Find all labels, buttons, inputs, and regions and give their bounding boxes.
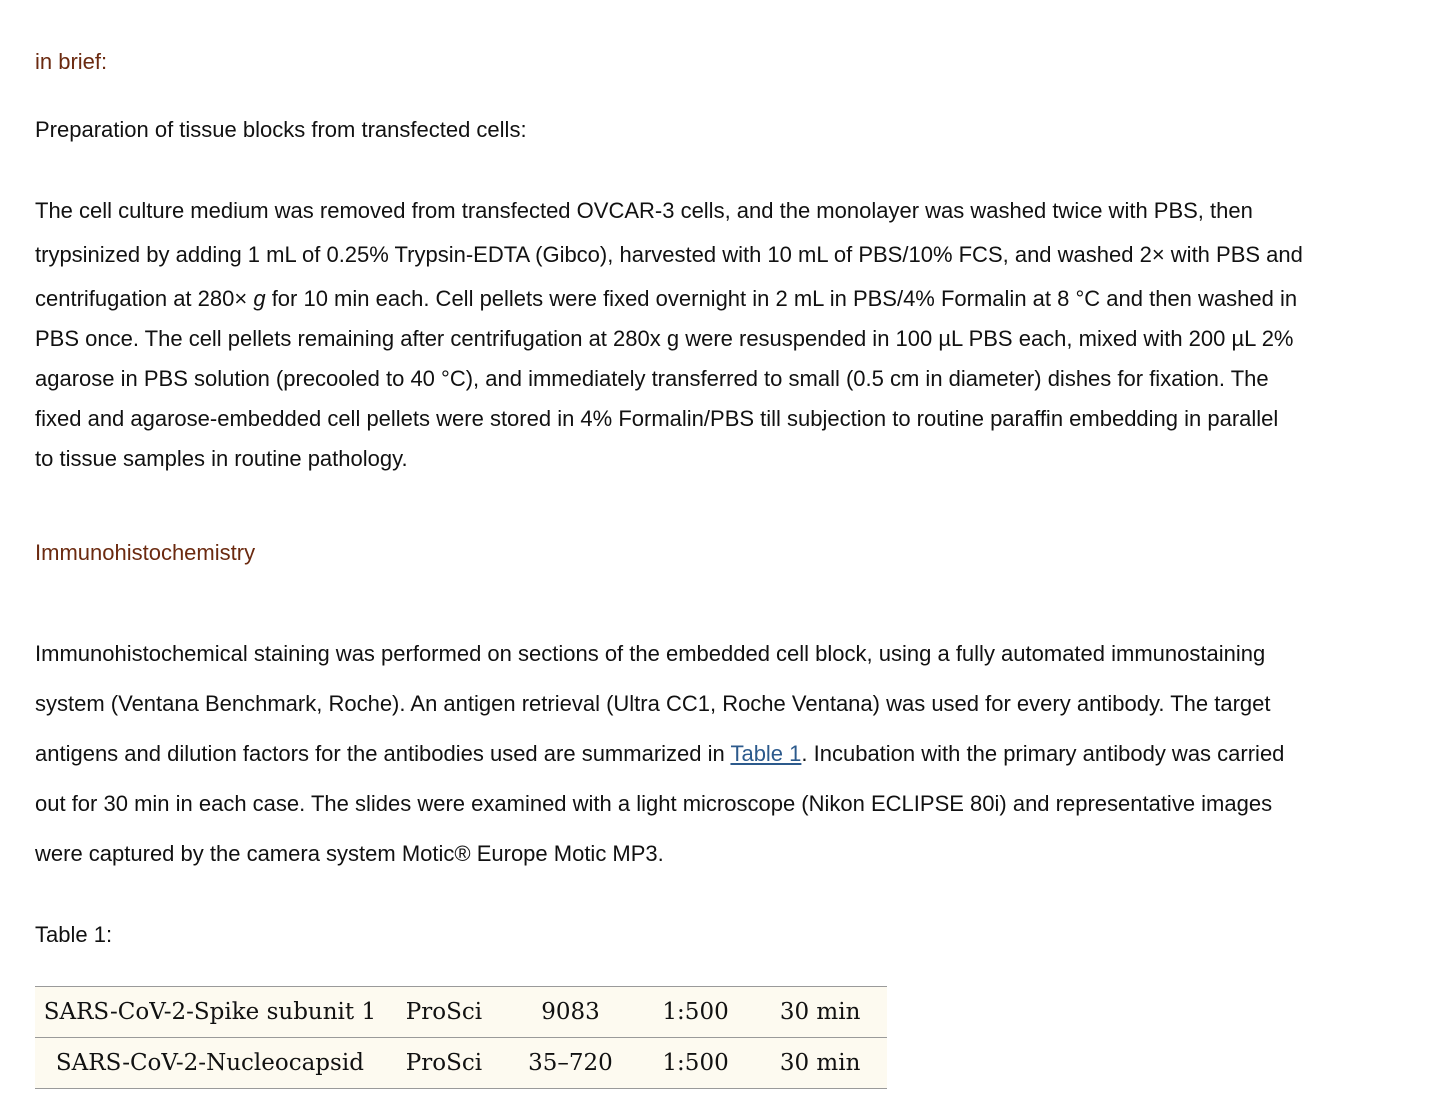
immunohistochemistry-paragraph	[35, 629, 1440, 879]
antibody-cell: SARS-CoV-2-Spike subunit 1	[35, 987, 385, 1038]
paragraph-line: system (Ventana Benchmark, Roche). An antigen retrieval (Ultra CC1, Roche Ventana) was used for every antibody. The target	[35, 691, 1271, 716]
dilution-cell: 1:500	[638, 987, 753, 1038]
line-text: . Incubation with the primary antibody was carried	[801, 741, 1285, 766]
paragraph-line: Immunohistochemical staining was performed on sections of the embedded cell block, using a fully automated immunostaining	[35, 641, 1266, 666]
paragraph-line: agarose in PBS solution (precooled to 40 °C), and immediately transferred to small (0.5 cm in diameter) dishes for fixation. The	[35, 366, 1269, 391]
table-row	[35, 1038, 887, 1089]
paragraph-line: out for 30 min in each case. The slides were examined with a light microscope (Nikon ECLIPSE 80i) and representative images	[35, 791, 1273, 816]
paragraph-line: fixed and agarose-embedded cell pellets were stored in 4% Formalin/PBS till subjection to routine paraffin embedding in parallel	[35, 406, 1279, 431]
incubation-cell: 30 min	[753, 1038, 887, 1089]
paragraph-line: PBS once. The cell pellets remaining after centrifugation at 280x g were resuspended in 100 µL PBS each, mixed with 200 µL 2%	[35, 326, 1294, 351]
in-brief-heading: in brief:	[35, 49, 108, 74]
catalog-cell: 9083	[503, 987, 638, 1038]
paragraph-line: trypsinized by adding 1 mL of 0.25% Trypsin-EDTA (Gibco), harvested with 10 mL of PBS/10% FCS, and washed 2× with PBS and	[35, 242, 1303, 267]
table-row	[35, 987, 887, 1038]
paragraph-line: The cell culture medium was removed from transfected OVCAR-3 cells, and the monolayer was washed twice with PBS, then	[35, 198, 1253, 223]
table-1-link[interactable]: Table 1	[730, 741, 802, 766]
antibody-table	[35, 986, 887, 1089]
immunohistochemistry-heading: Immunohistochemistry	[35, 540, 256, 565]
italic-g: g	[253, 286, 266, 311]
paragraph-line	[35, 729, 1440, 779]
line-text: for 10 min each. Cell pellets were fixed overnight in 2 mL in PBS/4% Formalin at 8 °C and then washed in	[265, 286, 1298, 311]
incubation-cell: 30 min	[753, 987, 887, 1038]
paragraph-line	[35, 279, 1440, 319]
line-text: antigens and dilution factors for the antibodies used are summarized in	[35, 741, 731, 766]
antibody-cell: SARS-CoV-2-Nucleocapsid	[35, 1038, 385, 1089]
line-text: centrifugation at 280×	[35, 286, 254, 311]
preparation-title: Preparation of tissue blocks from transfected cells:	[35, 117, 527, 142]
supplier-cell: ProSci	[385, 1038, 503, 1089]
table-caption: Table 1:	[35, 922, 113, 947]
catalog-cell: 35–720	[503, 1038, 638, 1089]
paragraph-line: were captured by the camera system Motic® Europe Motic MP3.	[35, 841, 664, 866]
dilution-cell: 1:500	[638, 1038, 753, 1089]
supplier-cell: ProSci	[385, 987, 503, 1038]
preparation-paragraph	[35, 191, 1440, 479]
paragraph-line: to tissue samples in routine pathology.	[35, 446, 408, 471]
